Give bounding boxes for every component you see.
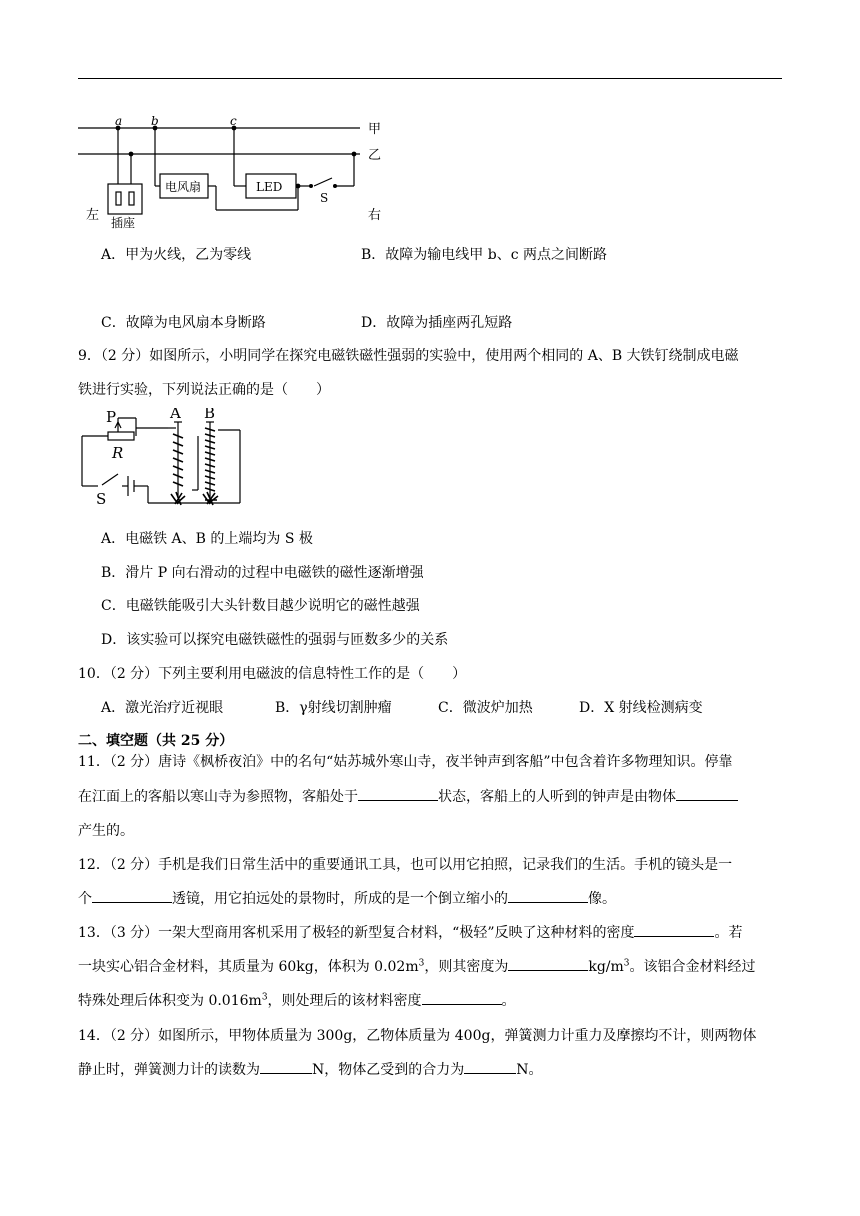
q13-text-h: ，则处理后的该材料密度: [267, 993, 422, 1009]
q13-sup-3: 3: [261, 992, 268, 1003]
q9-option-c[interactable]: C．电磁铁能吸引大头针数目越少说明它的磁性越强: [101, 598, 420, 614]
wire-jia-label: 甲: [368, 122, 382, 137]
q14-blank-2[interactable]: [464, 1072, 516, 1074]
socket-label: 插座: [111, 216, 136, 230]
q11-text-a: 在江面上的客船以寒山寺为参照物，客船处于: [78, 789, 358, 805]
q12-blank-2[interactable]: [508, 901, 588, 903]
q13-line1: [78, 922, 742, 942]
q13-blank-3[interactable]: [422, 1003, 502, 1005]
q10-option-c[interactable]: C．微波炉加热: [438, 700, 533, 716]
q12-line1: 12．（2 分）手机是我们日常生活中的重要通讯工具，也可以用它拍照，记录我们的生活。手机的镜头是一: [78, 857, 733, 873]
q10-option-b[interactable]: B．γ射线切割肿瘤: [275, 700, 392, 716]
wire-yi-label: 乙: [368, 148, 382, 163]
q12-text-a: 个: [78, 891, 92, 907]
q11-line1: 11．（2 分）唐诗《枫桥夜泊》中的名句“姑苏城外寒山寺，夜半钟声到客船”中包含着许多物理知识。停靠: [78, 754, 733, 770]
q11-text-b: 状态，客船上的人听到的钟声是由物体: [438, 789, 676, 805]
q8-option-c[interactable]: C．故障为电风扇本身断路: [101, 315, 266, 331]
nail-b-label: B: [204, 408, 216, 422]
q14-text-c: N。: [516, 1062, 543, 1078]
q11-blank-2[interactable]: [676, 799, 738, 801]
q12-text-c: 像。: [588, 891, 616, 907]
fan-label: 电风扇: [165, 180, 202, 194]
q13-sup-1: 3: [418, 958, 425, 969]
q13-sup-2: 3: [623, 958, 630, 969]
q13-text-i: 。: [501, 993, 516, 1009]
q9-option-b[interactable]: B．滑片 P 向右滑动的过程中电磁铁的磁性逐渐增强: [101, 565, 424, 581]
q13-text-g: 特殊处理后体积变为 0.016m: [78, 993, 262, 1009]
circuit-diagram-q8: [78, 112, 398, 230]
label-a: a: [115, 114, 123, 128]
q10-stem: 10．（2 分）下列主要利用电磁波的信息特性工作的是（ ）: [78, 666, 467, 682]
q11-blank-1[interactable]: [358, 799, 438, 801]
q10-option-d[interactable]: D．X 射线检测病变: [579, 700, 703, 716]
q13-text-c: 一块实心铝合金材料，其质量为 60kg，体积为 0.02m: [78, 959, 419, 975]
left-label: 左: [86, 208, 100, 223]
q14-line1: 14．（2 分）如图所示，甲物体质量为 300g，乙物体质量为 400g，弹簧测力计重力及摩擦均不计，则两物体: [78, 1028, 757, 1044]
q9-option-a[interactable]: A．电磁铁 A、B 的上端均为 S 极: [101, 531, 313, 547]
q10-option-a[interactable]: A．激光治疗近视眼: [101, 700, 224, 716]
resistor-r-label: R: [112, 444, 124, 462]
header-rule: [78, 78, 782, 79]
electromagnet-diagram-q9: [78, 408, 250, 508]
section-heading: 二、填空题（共 25 分）: [78, 733, 234, 749]
q9-stem-line2: 铁进行实验，下列说法正确的是（ ）: [78, 382, 330, 398]
q8-option-b[interactable]: B．故障为输电线甲 b、c 两点之间断路: [361, 247, 607, 263]
q11-line2: [78, 786, 738, 806]
q12-line2: [78, 888, 616, 908]
led-label: LED: [256, 180, 283, 194]
q8-option-d[interactable]: D．故障为插座两孔短路: [361, 315, 513, 331]
q13-blank-1[interactable]: [634, 935, 714, 937]
right-label: 右: [368, 208, 382, 223]
q12-blank-1[interactable]: [92, 901, 172, 903]
q13-text-b: 。若: [714, 925, 743, 941]
q13-text-e: kg/m: [588, 959, 624, 975]
slider-p-label: P: [106, 408, 117, 426]
q11-line3: 产生的。: [78, 823, 134, 839]
label-c: c: [230, 114, 237, 128]
q9-stem-line1: 9．（2 分）如图所示，小明同学在探究电磁铁磁性强弱的实验中，使用两个相同的 A、B 大铁钉绕制成电磁: [78, 348, 739, 364]
q14-text-a: 静止时，弹簧测力计的读数为: [78, 1062, 260, 1078]
q13-text-f: 。该铝合金材料经过: [629, 959, 756, 975]
q13-line2: [78, 956, 756, 976]
q14-text-b: N，物体乙受到的合力为: [312, 1062, 465, 1078]
switch-label: S: [320, 191, 329, 205]
q8-option-a[interactable]: A．甲为火线，乙为零线: [101, 247, 252, 263]
q12-text-b: 透镜，用它拍远处的景物时，所成的是一个倒立缩小的: [172, 891, 508, 907]
q14-blank-1[interactable]: [260, 1072, 312, 1074]
q13-blank-2[interactable]: [508, 969, 588, 971]
q9-option-d[interactable]: D．该实验可以探究电磁铁磁性的强弱与匝数多少的关系: [101, 632, 449, 648]
q14-line2: [78, 1059, 543, 1079]
switch-s-label: S: [96, 490, 107, 508]
label-b: b: [151, 114, 159, 128]
q13-text-d: ，则其密度为: [424, 959, 509, 975]
q13-text-a: 13．（3 分）一架大型商用客机采用了极轻的新型复合材料，“极轻”反映了这种材料的密度: [78, 925, 635, 941]
nail-a-label: A: [170, 408, 181, 422]
q13-line3: [78, 990, 516, 1010]
